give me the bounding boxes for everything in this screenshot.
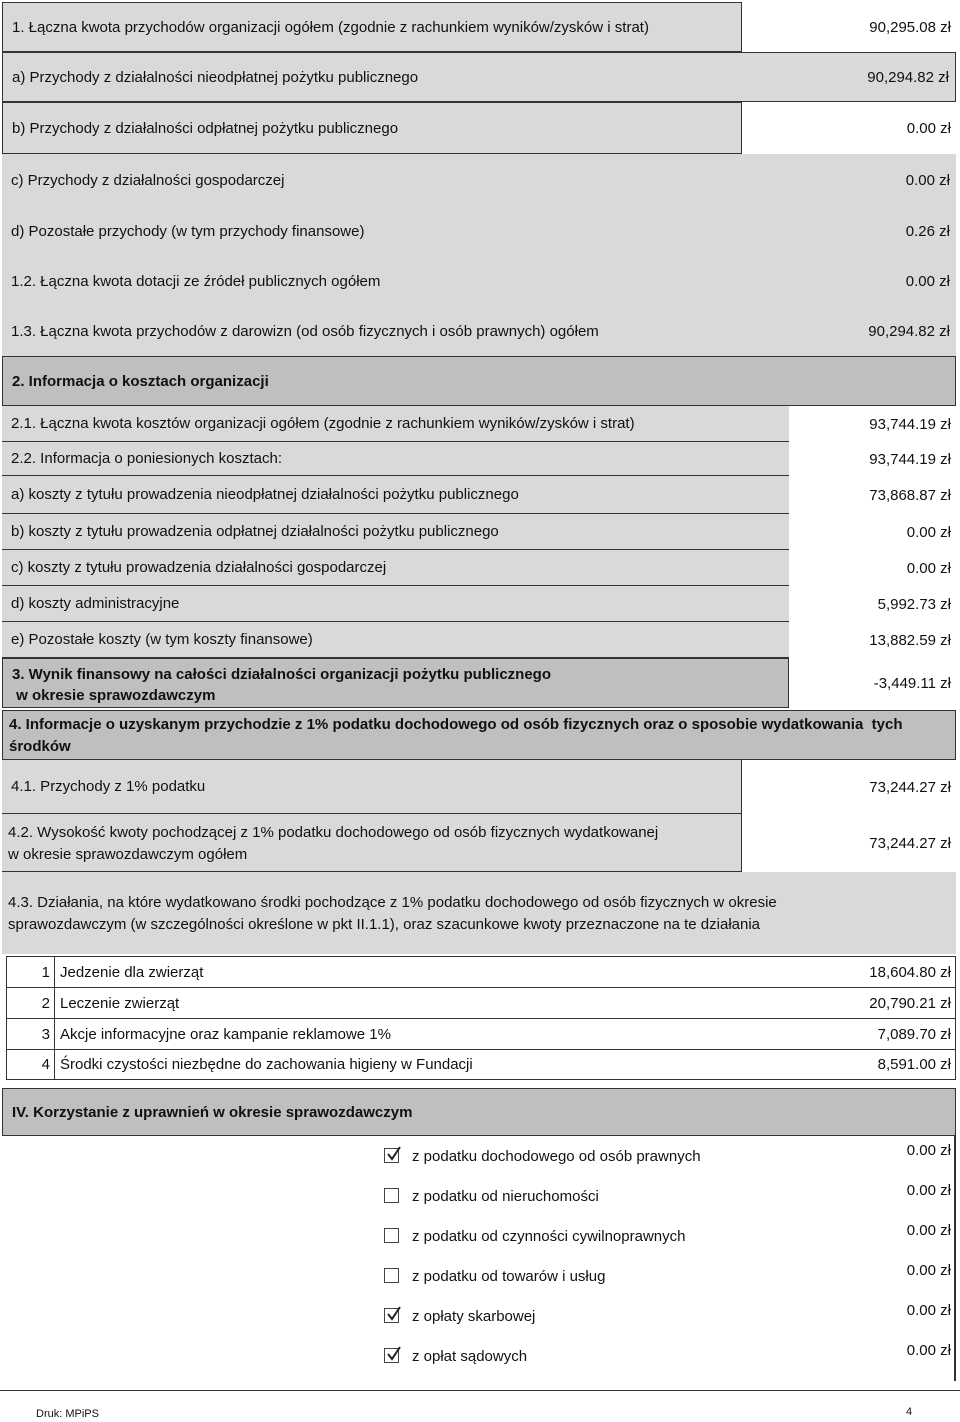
- cost-value-2-2: [789, 442, 957, 476]
- row-value: 5,992.73 zł: [877, 595, 951, 613]
- row-label: a) Przychody z działalności nieodpłatnej pożytku publicznego: [12, 68, 419, 86]
- row-4-2: [2, 814, 742, 872]
- revenue-row-total: [2, 2, 742, 52]
- section-title: 2. Informacja o kosztach organizacji: [12, 372, 269, 390]
- row-value: 90,294.82 zł: [868, 322, 950, 340]
- row-label: 1. Łączna kwota przychodów organizacji ogółem (zgodnie z rachunkiem wyników/zysków i strat): [12, 18, 649, 36]
- privileges-list: [0, 1136, 960, 1381]
- checkbox-checked[interactable]: [384, 1308, 399, 1323]
- privilege-item: [380, 1216, 957, 1256]
- row-value: 13,882.59 zł: [869, 631, 951, 649]
- row-value: 0.00 zł: [906, 119, 951, 137]
- cost-row-2-1: [2, 406, 789, 442]
- checkbox-unchecked[interactable]: [384, 1228, 399, 1243]
- row-label: c) Przychody z działalności gospodarczej: [11, 171, 285, 189]
- row-label: d) koszty administracyjne: [11, 595, 180, 612]
- row-value: 93,744.19 zł: [869, 450, 951, 468]
- row-value: 73,244.27 zł: [869, 778, 951, 796]
- privilege-value: 0.00 zł: [906, 1302, 951, 1319]
- activity-value: 20,790.21 zł: [869, 994, 951, 1012]
- row-label-line1: 4.3. Działania, na które wydatkowano środki pochodzące z 1% podatku dochodowego od osób fizycznych w okresie: [8, 894, 777, 911]
- table-row: [7, 988, 955, 1019]
- page-number: 4: [906, 1406, 913, 1418]
- footer-divider: [0, 1390, 960, 1391]
- checkbox-unchecked[interactable]: [384, 1268, 399, 1283]
- row-label: b) Przychody z działalności odpłatnej pożytku publicznego: [12, 119, 399, 137]
- cost-value-2-1: [789, 406, 957, 442]
- privilege-label: z podatku od nieruchomości: [412, 1187, 599, 1205]
- activities-table: [6, 956, 956, 1080]
- row-label-line2: sprawozdawczym (w szczególności określone w pkt II.1.1), oraz szacunkowe kwoty przeznaczone na te działania: [8, 916, 761, 933]
- section-title-line2: w okresie sprawozdawczym: [12, 687, 216, 704]
- value-4-2: [742, 814, 957, 872]
- row-label-line1: 4.2. Wysokość kwoty pochodzącej z 1% podatku dochodowego od osób fizycznych wydatkowanej: [8, 824, 659, 841]
- privilege-label: z opłaty skarbowej: [412, 1307, 536, 1325]
- row-label: 1.2. Łączna kwota dotacji ze źródeł publicznych ogółem: [11, 272, 381, 290]
- activity-label: Środki czystości niezbędne do zachowania higieny w Fundacji: [60, 1056, 473, 1073]
- checkbox-unchecked[interactable]: [384, 1188, 399, 1203]
- table-row: [7, 957, 955, 988]
- row-label: 4.1. Przychody z 1% podatku: [11, 778, 206, 795]
- row-value: 90,294.82 zł: [867, 68, 949, 86]
- checkbox-checked[interactable]: [384, 1148, 399, 1163]
- privilege-item: [380, 1256, 957, 1296]
- activity-number: 3: [41, 1025, 50, 1043]
- row-4-1: [2, 760, 742, 814]
- cost-row-2-2: [2, 442, 789, 476]
- row-value: 73,868.87 zł: [869, 486, 951, 504]
- row-value: 0.00 zł: [905, 272, 950, 290]
- one-percent-section-header: [2, 710, 956, 760]
- privilege-label: z podatku od towarów i usług: [412, 1267, 606, 1285]
- cost-value-c: [789, 550, 957, 586]
- activity-value: 7,089.70 zł: [877, 1025, 951, 1043]
- cost-value-b: [789, 514, 957, 550]
- row-label: c) koszty z tytułu prowadzenia działalności gospodarczej: [11, 559, 387, 576]
- privilege-item: [380, 1336, 957, 1376]
- checkmark-icon: [386, 1146, 402, 1162]
- row-value: 0.00 zł: [906, 559, 951, 577]
- privilege-value: 0.00 zł: [906, 1142, 951, 1159]
- privilege-value: 0.00 zł: [906, 1342, 951, 1359]
- activity-label: Leczenie zwierząt: [60, 994, 180, 1012]
- revenue-value-b: [742, 102, 957, 154]
- revenue-row-d: [2, 206, 956, 256]
- cost-row-e: [2, 622, 789, 658]
- privilege-value: 0.00 zł: [906, 1222, 951, 1239]
- row-value: 0.26 zł: [905, 222, 950, 240]
- privileges-section-header: [2, 1088, 956, 1136]
- cost-value-e: [789, 622, 957, 658]
- footer-print-label: Druk: MPiPS: [36, 1408, 99, 1420]
- section-title-line1: 4. Informacje o uzyskanym przychodzie z 1% podatku dochodowego od osób fizycznych oraz o sposobie wydatkowania tych: [9, 716, 903, 733]
- privilege-item: [380, 1296, 957, 1336]
- section-title-line2: środków: [9, 738, 71, 755]
- activity-label: Jedzenie dla zwierząt: [60, 963, 204, 981]
- privilege-item: [380, 1176, 957, 1216]
- row-value: 93,744.19 zł: [869, 415, 951, 433]
- row-value: 0.00 zł: [905, 171, 950, 189]
- revenue-row-c: [2, 154, 956, 206]
- table-row: [7, 1050, 955, 1079]
- row-label: b) koszty z tytułu prowadzenia odpłatnej działalności pożytku publicznego: [11, 523, 499, 540]
- activity-value: 18,604.80 zł: [869, 963, 951, 981]
- cost-row-c: [2, 550, 789, 586]
- row-label: a) koszty z tytułu prowadzenia nieodpłatnej działalności pożytku publicznego: [11, 486, 519, 503]
- privilege-label: z podatku od czynności cywilnoprawnych: [412, 1227, 686, 1245]
- activity-number: 2: [41, 994, 50, 1012]
- privilege-value: 0.00 zł: [906, 1182, 951, 1199]
- row-4-3: [2, 872, 956, 954]
- right-border-line: [954, 1136, 956, 1381]
- cost-row-b: [2, 514, 789, 550]
- section-title-line1: 3. Wynik finansowy na całości działalności organizacji pożytku publicznego: [12, 666, 552, 683]
- table-row: [7, 1019, 955, 1050]
- checkmark-icon: [386, 1346, 402, 1362]
- checkmark-icon: [386, 1306, 402, 1322]
- value-4-1: [742, 760, 957, 814]
- row-label: e) Pozostałe koszty (w tym koszty finansowe): [11, 631, 313, 648]
- activity-label: Akcje informacyjne oraz kampanie reklamowe 1%: [60, 1025, 391, 1043]
- financial-result-value: [789, 658, 957, 708]
- row-value: -3,449.11 zł: [873, 674, 951, 692]
- row-value: 73,244.27 zł: [869, 834, 951, 852]
- revenue-row-a: [2, 52, 956, 102]
- costs-section-header: [2, 356, 956, 406]
- row-label: 1.3. Łączna kwota przychodów z darowizn (od osób fizycznych i osób prawnych) ogółem: [11, 322, 599, 340]
- revenue-value-total: [742, 2, 957, 52]
- row-label-line2: w okresie sprawozdawczym ogółem: [8, 846, 248, 863]
- row-label: 2.2. Informacja o poniesionych kosztach:: [11, 450, 282, 467]
- row-value: 90,295.08 zł: [869, 18, 951, 36]
- privilege-item: [380, 1136, 957, 1176]
- privilege-value: 0.00 zł: [906, 1262, 951, 1279]
- cost-value-a: [789, 476, 957, 514]
- cost-row-d: [2, 586, 789, 622]
- revenue-row-b: [2, 102, 742, 154]
- cost-row-a: [2, 476, 789, 514]
- checkbox-checked[interactable]: [384, 1348, 399, 1363]
- revenue-row-1-3: [2, 306, 956, 356]
- row-label: d) Pozostałe przychody (w tym przychody finansowe): [11, 222, 365, 240]
- activity-number: 4: [41, 1056, 50, 1073]
- section-title: IV. Korzystanie z uprawnień w okresie sprawozdawczym: [12, 1103, 413, 1121]
- privilege-label: z opłat sądowych: [412, 1347, 528, 1365]
- row-value: 0.00 zł: [906, 523, 951, 541]
- cost-value-d: [789, 586, 957, 622]
- financial-result-header: [2, 658, 789, 708]
- activity-number: 1: [41, 963, 50, 981]
- revenue-row-1-2: [2, 256, 956, 306]
- privilege-label: z podatku dochodowego od osób prawnych: [412, 1147, 701, 1165]
- activity-value: 8,591.00 zł: [877, 1056, 951, 1073]
- row-label: 2.1. Łączna kwota kosztów organizacji ogółem (zgodnie z rachunkiem wyników/zysków i strat): [11, 415, 635, 432]
